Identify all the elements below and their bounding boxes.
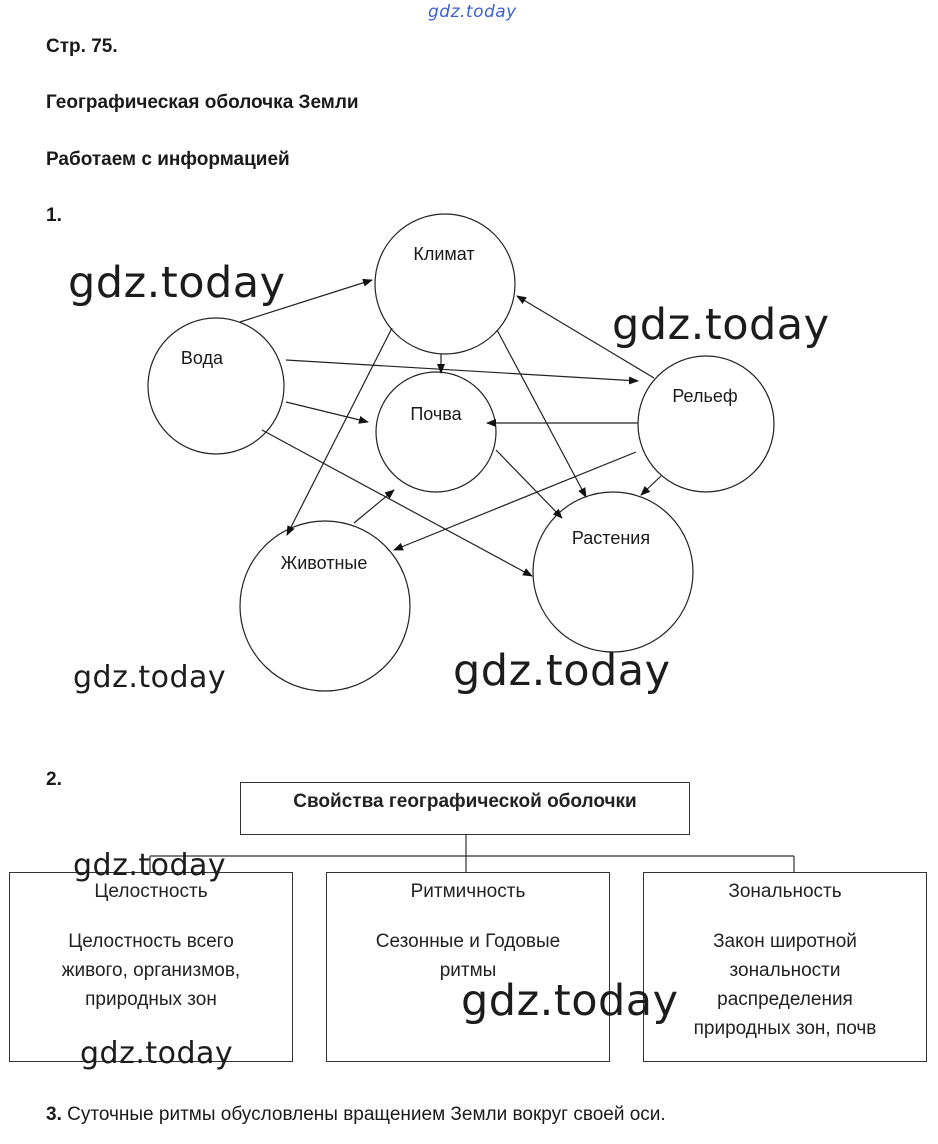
- node-pochva-label: Почва: [410, 404, 462, 424]
- chapter-title: Географическая оболочка Земли: [46, 92, 359, 113]
- arrow-zhivotnye-pochva: [354, 490, 394, 523]
- node-klimat-label: Климат: [413, 244, 475, 264]
- arrow-voda-pochva: [286, 402, 368, 422]
- child-box-ritmichnost: [326, 872, 610, 1062]
- watermark: gdz.today: [68, 258, 286, 308]
- child-box-title: Зональность: [728, 881, 842, 902]
- child-box-body: Целостность всего живого, организмов, природных зон: [61, 931, 241, 1010]
- child-box-celostnost: [9, 872, 293, 1062]
- task3-text: Суточные ритмы обусловлены вращением Земли вокруг своей оси.: [67, 1104, 666, 1125]
- task3: [46, 1104, 666, 1126]
- task1-number: 1.: [46, 205, 62, 226]
- watermark-top: gdz.today: [428, 2, 517, 22]
- arrow-relef-rasteniya: [641, 476, 661, 495]
- arrow-pochva-rasteniya: [496, 450, 562, 518]
- node-rasteniya-circle: [533, 492, 693, 652]
- node-rasteniya-label: Растения: [571, 528, 651, 548]
- arrow-klimat-rasteniya: [497, 330, 586, 497]
- child-box-title: Целостность: [94, 881, 208, 902]
- watermark: gdz.today: [80, 1036, 234, 1071]
- root-box: [240, 782, 690, 835]
- child-box-zonalnost: [643, 872, 927, 1062]
- watermark: gdz.today: [461, 976, 679, 1026]
- section-title: Работаем с информацией: [46, 149, 290, 170]
- node-klimat-circle: [375, 214, 515, 354]
- node-voda-circle: [148, 318, 284, 454]
- child-box-body: Сезонные и Годовые ритмы: [375, 931, 561, 981]
- page-label: Стр. 75.: [46, 36, 118, 57]
- node-voda-label: Вода: [180, 348, 224, 368]
- root-box-label: Свойства географической оболочки: [293, 791, 637, 812]
- node-zhivotnye-label: Животные: [280, 553, 368, 573]
- task2-number: 2.: [46, 769, 62, 790]
- child-box-body: Закон широтной зональности распределения природных зон, почв: [693, 931, 877, 1039]
- child-box-title: Ритмичность: [410, 881, 526, 902]
- watermark: gdz.today: [73, 848, 227, 883]
- task3-number: 3.: [46, 1104, 62, 1125]
- watermark: gdz.today: [73, 660, 227, 695]
- node-pochva-circle: [376, 372, 496, 492]
- watermark: gdz.today: [453, 646, 671, 696]
- node-relef-label: Рельеф: [672, 386, 738, 406]
- node-zhivotnye-circle: [240, 521, 410, 691]
- watermark: gdz.today: [612, 300, 830, 350]
- node-relef-circle: [638, 356, 774, 492]
